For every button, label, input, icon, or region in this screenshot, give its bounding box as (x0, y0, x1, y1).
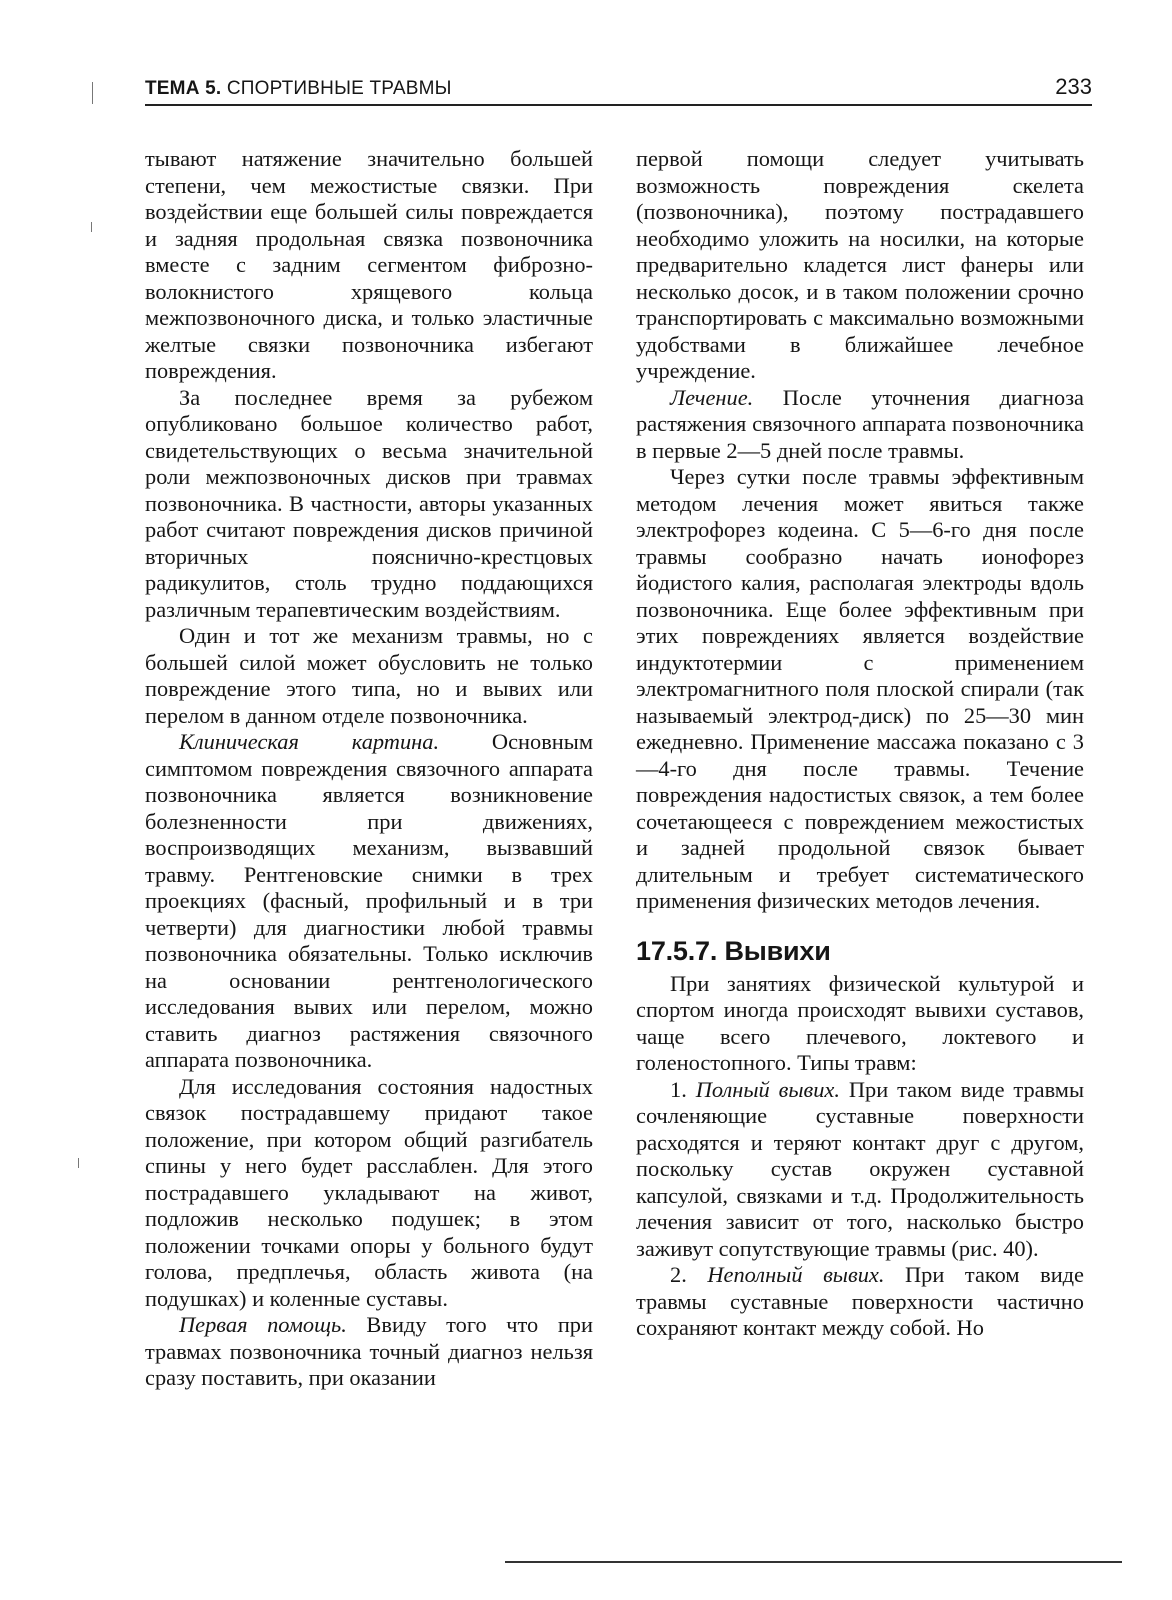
term: Первая помощь. (179, 1312, 347, 1337)
paragraph-text: При таком виде травмы суставные поверхности частично сохраняют контакт между собой. Но (636, 1262, 1085, 1340)
margin-mark (78, 1158, 79, 1168)
header-title (145, 78, 452, 100)
paragraph (145, 729, 593, 1074)
list-number: 2. (670, 1262, 708, 1287)
paragraph-text: Основным симптомом повреждения связочного аппарата позвоночника является возникновение болезненности при движениях, воспроизводящих механизм, вызвавший травму. Рентгеновские снимки в трех проекциях (фасный, профильный и в три четверти) для диагностики любой травмы позвоночника обязательны. Только исключив на основании рентгенологического исследования вывих или перелом, можно ставить диагноз растяжения связочного аппарата позвоночника. (145, 729, 593, 1072)
paragraph: первой помощи следует учитывать возможность повреждения скелета (позвоночника), поэтому пострадавшего необходимо уложить на носилки, на которые предварительно кладется лист фанеры или несколько досок, и в таком положении срочно транспортировать с максимально возможными удобствами в ближайшее лечебное учреждение. (636, 146, 1084, 383)
paragraph (636, 385, 1084, 465)
paragraph (145, 1312, 593, 1392)
list-number: 1. (670, 1076, 696, 1102)
running-header (145, 70, 1092, 106)
right-column (636, 146, 1084, 1342)
topic-number: ТЕМА 5. (145, 78, 222, 99)
paragraph-text: После уточнения диагноза растяжения связочного аппарата позвоночника в первые 2—5 дней после травмы. (636, 384, 1084, 463)
topic-title: СПОРТИВНЫЕ ТРАВМЫ (226, 78, 452, 99)
term: Клиническая картина. (179, 729, 440, 754)
list-item (636, 1077, 1084, 1263)
term: Неполный вывих. (707, 1262, 885, 1287)
paragraph-text: Ввиду того что при травмах позвоночника точный диагноз нельзя сразу поставить, при оказании (145, 1312, 593, 1390)
paragraph: За последнее время за рубежом опубликовано большое количество работ, свидетельствующих о весьма значительной роли межпозвоночных дисков при травмах позвоночника. В частности, авторы указанных работ считают повреждения дисков причиной вторичных пояснично-крестцовых радикулитов, столь трудно поддающихся различным терапевтическим воздействиям. (145, 384, 593, 622)
paragraph: При занятиях физической культурой и спортом иногда происходят вывихи суставов, чаще всего плечевого, локтевого и голеностопного. Типы травм: (636, 970, 1084, 1075)
paragraph: Через сутки после травмы эффективным методом лечения может явиться также электрофорез кодеина. С 5—6-го дня после травмы сообразно начать ионофорез йодистого калия, располагая электроды вдоль позвоночника. Еще более эффективным при этих повреждениях является воздействие индуктотермии с применением электромагнитного поля плоской спирали (так называемый электрод-диск) по 25—30 мин ежедневно. Применение массажа показано с 3—4-го дня после травмы. Течение повреждения надостистых связок, а тем более сочетающееся с повреждением межостистых и задней продольной связок бывает длительным и требует систематического применения физических методов лечения. (636, 464, 1084, 913)
paragraph: Для исследования состояния надостных связок пострадавшему придают такое положение, при котором общий разгибатель спины у него будет расслаблен. Для этого пострадавшего укладывают на живот, подложив несколько подушек; в этом положении точками опоры у больного будут голова, предплечья, область живота (на подушках) и коленные суставы. (145, 1073, 593, 1311)
page-number: 233 (1055, 74, 1092, 99)
paragraph-text: При таком виде травмы сочленяющие суставные поверхности расходятся и теряют контакт друг с другом, поскольку сустав окружен суставной капсулой, связками и т.д. Продолжительность лечения зависит от того, насколько быстро заживут сопутствующие травмы (рис. 40). (636, 1076, 1084, 1261)
left-column (145, 146, 593, 1392)
section-heading: 17.5.7. Вывихи (636, 935, 831, 966)
margin-mark (92, 82, 93, 104)
paragraph: Один и тот же механизм травмы, но с большей силой может обусловить не только повреждение этого типа, но и вывих или перелом в данном отделе позвоночника. (145, 623, 593, 728)
margin-mark (91, 222, 92, 232)
bottom-rule (505, 1561, 1122, 1563)
term: Полный вывих. (695, 1076, 840, 1102)
list-item (636, 1262, 1084, 1342)
term: Лечение. (670, 384, 754, 410)
paragraph: тывают натяжение значительно большей степени, чем межостистые связки. При воздействии еще большей силы повреждается и задняя продольная связка позвоночника вместе с задним сегментом фиброзно-волокнистого хрящевого кольца межпозвоночного диска, и только эластичные желтые связки позвоночника избегают повреждения. (145, 146, 593, 383)
